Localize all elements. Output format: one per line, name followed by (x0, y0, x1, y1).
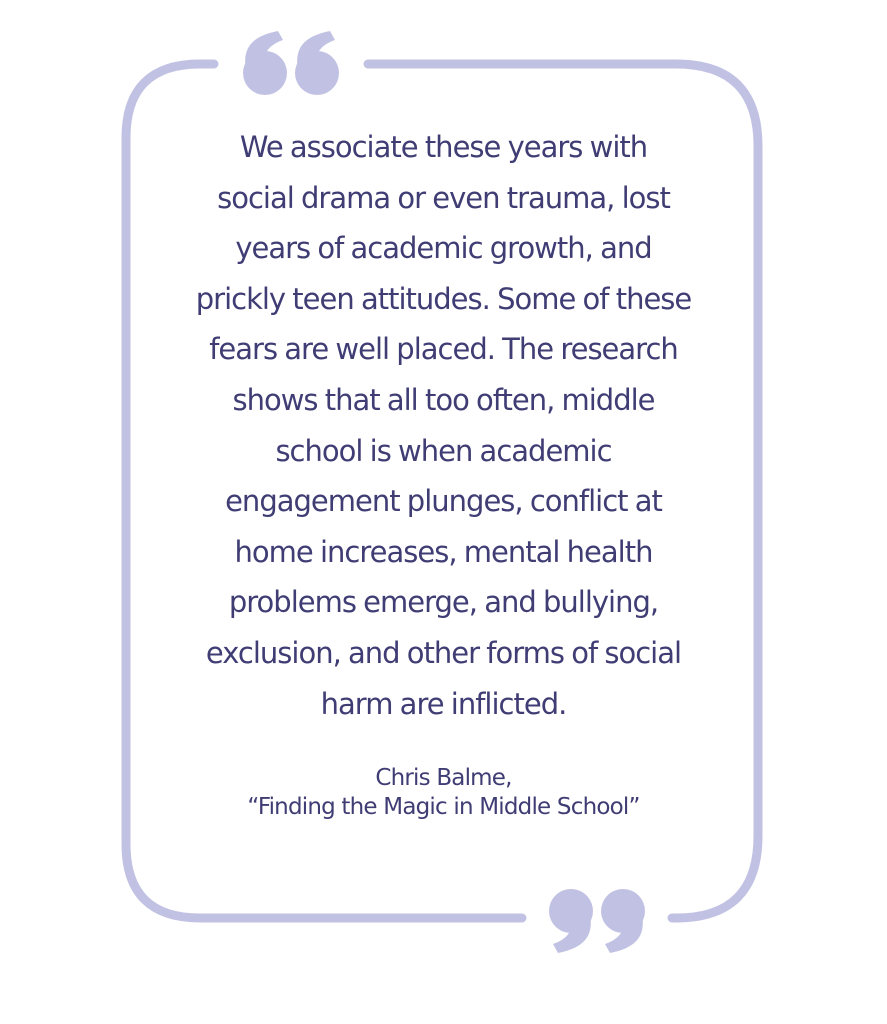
quote-line: school is when academic (275, 433, 612, 468)
attribution-source: “Finding the Magic in Middle School” (247, 794, 640, 820)
quote-line: exclusion, and other forms of social (205, 635, 682, 670)
quote-line: harm are inflicted. (320, 686, 567, 721)
quote-line: years of academic growth, and (235, 231, 652, 266)
quote-line: social drama or even trauma, lost (217, 180, 670, 215)
quote-line: We associate these years with (239, 130, 648, 164)
quote-line: home increases, mental health (234, 534, 653, 569)
open-quote-icon (243, 31, 339, 95)
quote-line: problems emerge, and bullying, (228, 585, 659, 620)
quote-line: engagement plunges, conflict at (225, 484, 662, 519)
quote-line: shows that all too often, middle (232, 382, 655, 417)
attribution (160, 764, 727, 822)
quote-text (160, 122, 727, 729)
quote-line: fears are well placed. The research (209, 332, 678, 367)
close-quote-icon (549, 889, 645, 953)
attribution-author: Chris Balme, (375, 765, 512, 791)
quote-line: prickly teen attitudes. Some of these (195, 281, 692, 316)
